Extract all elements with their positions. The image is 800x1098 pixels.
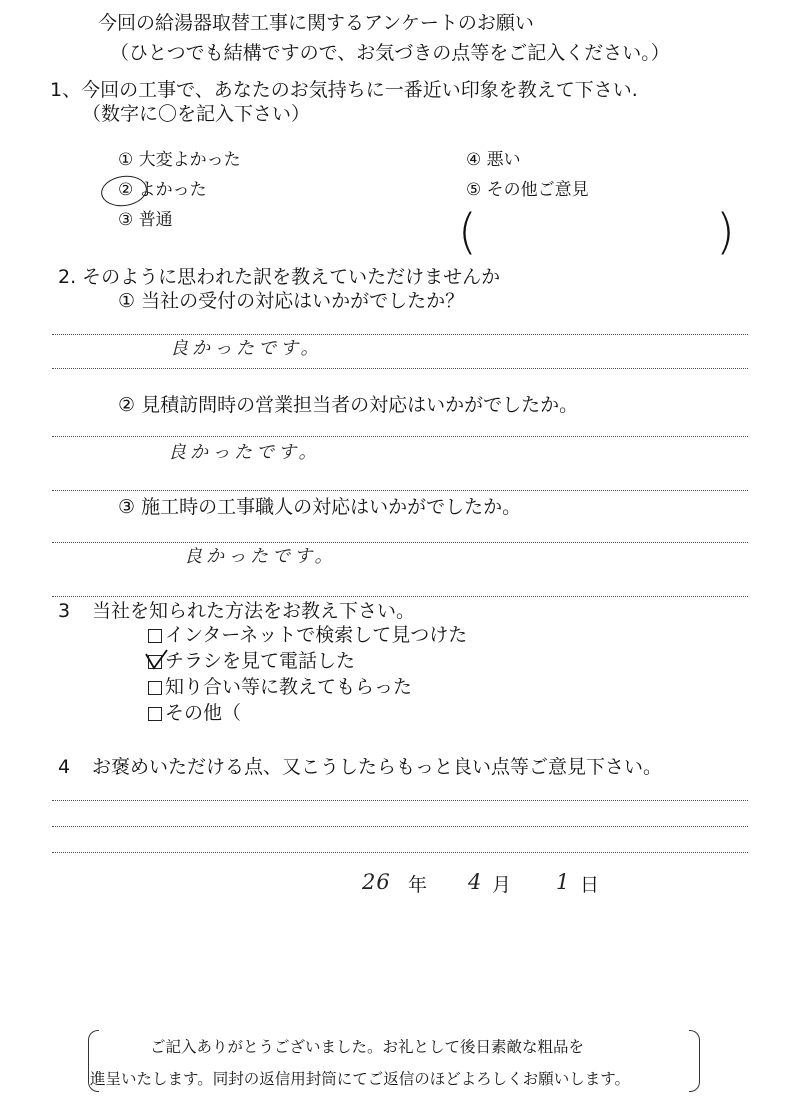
q2-item-3-answer[interactable]: 良かったです。 [184,546,337,567]
q3-option-4-label: その他（ [165,702,242,724]
q4-number: 4 [58,756,71,778]
date-day-unit: 日 [580,874,600,896]
notice-line-1: ご記入ありがとうございました。お礼として後日素敵な粗品を [150,1038,585,1056]
q3-option-3-label: 知り合い等に教えてもらった [165,676,413,698]
q1-option-number: ③ [118,210,134,230]
q2-prompt: 2. そのように思われた訳を教えていただけませんか [58,266,501,288]
q1-option-label: 悪い [486,150,521,170]
q2-item-1-question: ① 当社の受付の対応はいかがでしたか？ [118,290,465,312]
q4-prompt: お褒めいただける点、又こうしたらもっと良い点等ご意見下さい。 [92,756,663,778]
q1-option-number: ④ [466,150,482,170]
q1-instruction: （数字に〇を記入下さい） [82,103,311,125]
q1-option-label: 大変よかった [138,150,241,170]
answer-line [52,490,748,491]
q2-item-2-question: ② 見積訪問時の営業担当者の対応はいかがでしたか。 [118,394,579,416]
answer-line [52,334,748,335]
q3-option-2-label: チラシを見て電話した [165,650,356,672]
other-open-bracket: ( [458,204,477,260]
q3-checkbox-3[interactable] [148,681,162,695]
q1-option-label: 普通 [138,210,173,230]
q1-prompt: 1、今回の工事で、あなたのお気持ちに一番近い印象を教えて下さい. [50,79,638,101]
answer-line [52,596,748,597]
q1-option-number: ① [118,150,134,170]
notice-line-2: 進呈いたします。同封の返信用封筒にてご返信のほどよろしくお願いします。 [90,1070,631,1088]
q3-number: 3 [58,600,71,622]
selection-circle-mark [99,173,149,209]
q1-option-number: ⑤ [466,180,482,200]
q2-item-2-answer[interactable]: 良かったです。 [168,442,321,463]
q3-prompt: 当社を知られた方法をお教え下さい。 [92,600,416,622]
q3-checkbox-4[interactable] [148,707,162,721]
other-close-bracket: ) [716,204,735,260]
date-day[interactable]: 1 [556,870,571,894]
q3-option-1-label: インターネットで検索して見つけた [165,624,468,646]
page-title: 今回の給湯器取替工事に関するアンケートのお願い [98,12,534,34]
date-year-unit: 年 [408,874,428,896]
date-month-unit: 月 [492,874,512,896]
q1-option-1[interactable] [118,152,241,169]
answer-line [52,436,748,437]
q1-option-4[interactable] [466,152,521,169]
q3-checkbox-1[interactable] [148,629,162,643]
thank-you-notice [88,1030,700,1092]
q2-item-1-answer[interactable]: 良かったです。 [170,338,323,359]
answer-line [52,368,748,369]
page-subtitle: （ひとつでも結構ですので、お気づきの点等をご記入ください。） [110,42,670,64]
comment-line [52,826,748,827]
q1-option-number: ② [118,180,134,200]
notice-bracket-right [689,1030,700,1092]
q1-option-3[interactable] [118,212,173,229]
answer-line [52,542,748,543]
date-year[interactable]: 26 [362,870,391,894]
comment-line [52,852,748,853]
q1-option-label: その他ご意見 [486,180,589,200]
q1-option-label: よかった [138,180,207,200]
date-month[interactable]: 4 [468,870,483,894]
q2-item-3-question: ③ 施工時の工事職人の対応はいかがでしたか。 [118,496,522,518]
comment-line [52,800,748,801]
q1-option-5[interactable] [466,182,589,199]
